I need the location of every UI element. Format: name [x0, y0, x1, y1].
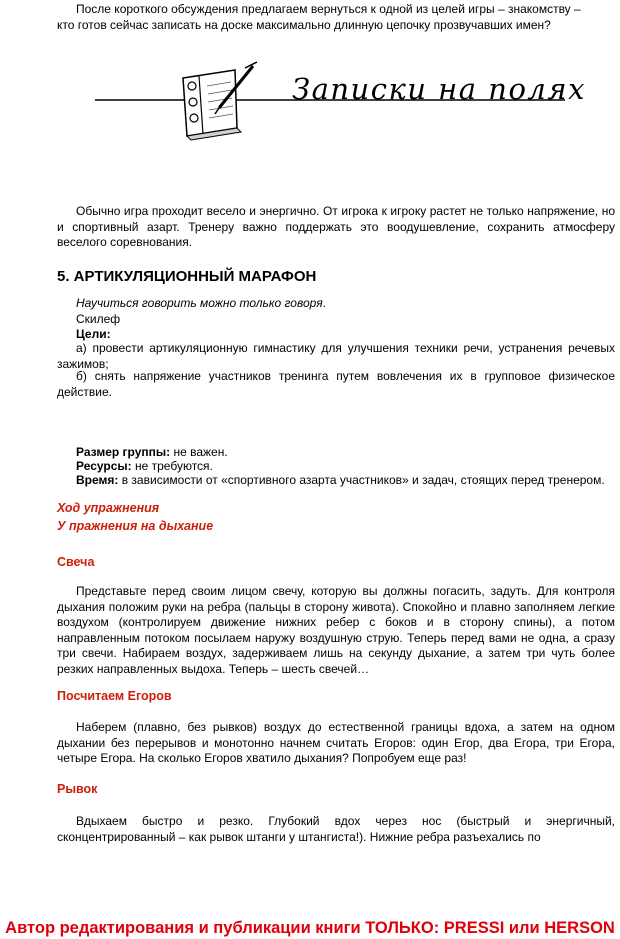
footer-credit: Автор редактирования и публикации книги ТОЛЬКО: PRESSI или HERSON [5, 919, 615, 937]
epigraph-author: Скилеф [76, 312, 121, 326]
exercise-title-candle: Свеча [57, 555, 95, 569]
goals-label-text: Цели: [76, 327, 111, 341]
time-value: в зависимости от «спортивного азарта участников» и задач, стоящих перед тренером. [118, 473, 605, 487]
banner-title: Записки на полях [292, 72, 586, 106]
para-fun: Обычно игра проходит весело и энергично. От игрока к игроку растет не только напряжение, но и спортивный азарт. Тренеру важно поддержать это воодушевление, сохранить атмосферу веселого соревнования. [57, 204, 615, 250]
group-size-value: не важен. [170, 445, 228, 459]
epigraph [57, 296, 615, 312]
time [57, 473, 615, 489]
epigraph-end: . [322, 296, 326, 310]
exercise-title-jerk: Рывок [57, 782, 98, 796]
resources-label: Ресурсы: [76, 459, 132, 473]
exercise-title-egors: Посчитаем Егоров [57, 689, 172, 703]
exercise-text-candle: Представьте перед своим лицом свечу, которую вы должны погасить, задуть. Для контроля дыхания положим руки на ребра (пальцы в сторону живота). Спокойно и плавно заполняем легкие воздухом (контролируем движение нижних ребер с боков и в сторону спины), а потом направленным потоком посылаем наружу воздушную струю. Теперь перед вами не одна, а сразу три свечи. Набираем воздух, задерживаем лишь на секунду дыхание, а затем три чуть более резких направленных выдоха. Теперь – шесть свечей… [57, 584, 615, 676]
intro-line-2: кто готов сейчас записать на доске максимально длинную цепочку прозвучавших имен? [57, 18, 551, 32]
group-size-label: Размер группы: [76, 445, 171, 459]
notebook-icon [183, 70, 241, 140]
resources-value: не требуются. [131, 459, 213, 473]
goal-b: б) снять напряжение участников тренинга путем вовлечения их в групповое физическое действие. [57, 369, 615, 399]
breathing-heading: У пражнения на дыхание [57, 519, 214, 533]
intro-line-1: После короткого обсуждения предлагаем вернуться к одной из целей игры – знакомству – [76, 2, 581, 16]
section-heading: 5. АРТИКУЛЯЦИОННЫЙ МАРАФОН [57, 268, 317, 285]
exercise-text-egors: Наберем (плавно, без рывков) воздух до естественной границы вдоха, а затем на одном дыхании без перерывов и монотонно начнем считать Егоров: один Егор, два Егора, три Егора, четыре Егора. На сколько Егоров хватило дыхания? Попробуем еще раз! [57, 720, 615, 766]
exercise-text-jerk: Вдыхаем быстро и резко. Глубокий вдох через нос (быстрый и энергичный, сконцентрированный – как рывок штанги у штангиста!). Нижние ребра разъехались по [57, 814, 615, 844]
course-heading: Ход упражнения [57, 501, 160, 515]
epigraph-quote: Научиться говорить можно только говоря [76, 296, 323, 310]
time-label: Время: [76, 473, 119, 487]
goal-a: а) провести артикуляционную гимнастику для улучшения техники речи, устранения речевых зажимов; [57, 341, 615, 371]
